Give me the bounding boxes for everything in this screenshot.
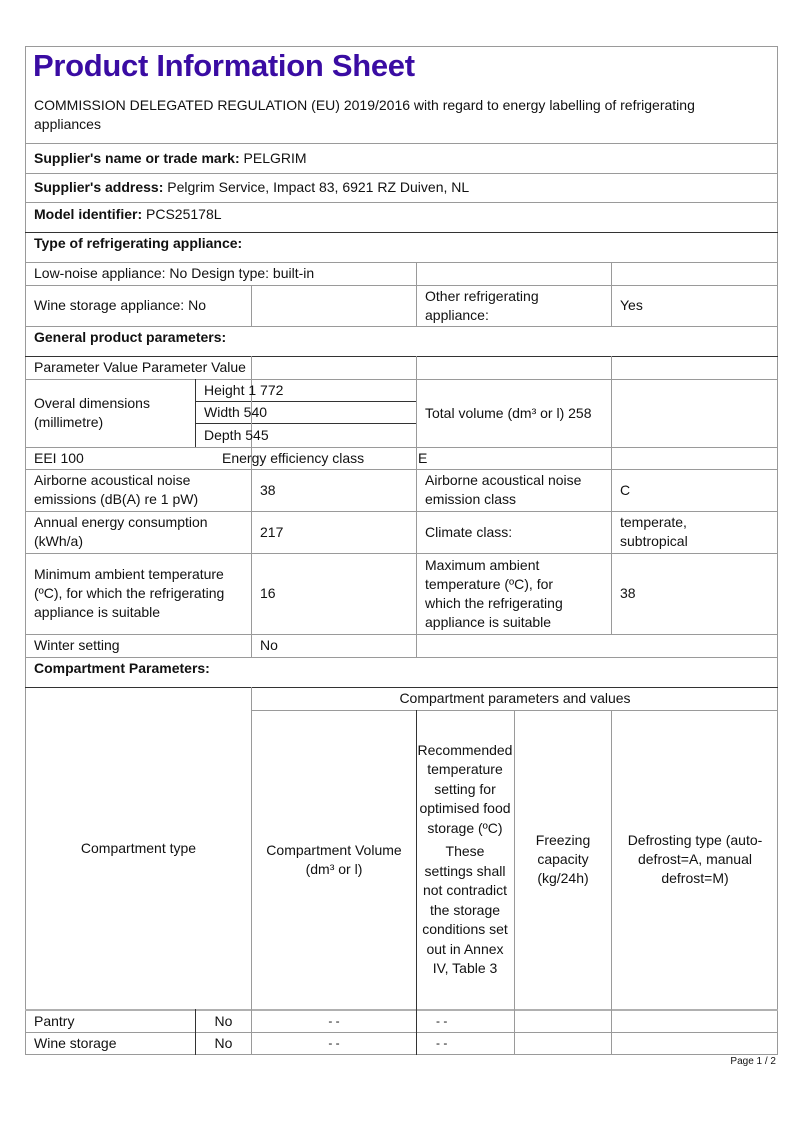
climate-class-value: temperate, subtropical [620,514,688,549]
total-volume: Total volume (dm³ or l) 258 [425,404,592,421]
eei-value: EEI 100 [34,449,84,466]
regulation-subtitle: COMMISSION DELEGATED REGULATION (EU) 2019/2016 with regard to energy labelling of refrigerating appliances [34,97,695,132]
page-number: Page 1 / 2 [730,1056,776,1067]
col-compartment-type: Compartment type [80,839,197,856]
model-identifier-row [26,202,778,227]
annual-energy-value: 217 [260,523,284,540]
compartment-present: No [214,1034,233,1051]
appliance-type-heading-text: Type of refrigerating appliance: [34,234,243,251]
col-freezing-capacity: Freezing capacity (kg/24h) [535,832,591,886]
other-refrigerating-value: Yes [620,297,643,313]
col-compartment-volume: Compartment Volume (dm³ or l) [266,841,402,877]
wine-storage-appliance: Wine storage appliance: No [34,297,206,313]
annual-energy-label: Annual energy consumption (kWh/a) [34,514,208,549]
recommended-temp-text: Recommended temperature setting for optimised food storage (ºC) [417,741,513,836]
min-ambient-temp-value: 16 [260,585,276,601]
supplier-name-label: Supplier's name or trade mark: [34,149,240,166]
col-recommended-temp [410,710,520,1009]
overall-dimensions-label: Overal dimensions (millimetre) [34,395,150,430]
storage-conditions-note: These settings shall not contradict the storage conditions set out in Annex IV, Table 3 [422,843,508,976]
supplier-name-value: PELGRIM [243,149,307,166]
width-value: Width 540 [204,403,268,420]
noise-class-value: C [620,481,631,498]
model-identifier-value: PCS25178L [146,206,222,222]
compartment-volume: - - [328,1035,340,1050]
parameter-value-header: Parameter Value Parameter Value [34,359,246,375]
supplier-address-value: Pelgrim Service, Impact 83, 6921 RZ Duiven, NL [167,179,470,195]
general-parameters-heading [26,326,778,348]
compartment-type: Wine storage [34,1034,117,1051]
other-refrigerating-label: Other refrigerating appliance: [425,287,539,323]
max-ambient-temp-label: Maximum ambient temperature (ºC), for which the refrigerating appliance is suitable [425,556,563,630]
height-value: Height 1 772 [204,381,284,398]
compartment-temp: - - [436,1035,448,1050]
climate-class-label: Climate class: [425,523,513,540]
noise-emissions-value: 38 [260,481,276,498]
page-title: Product Information Sheet [33,48,415,83]
supplier-address-label: Supplier's address: [34,179,164,195]
max-ambient-temp-value: 38 [620,585,636,601]
low-noise-design-type: Low-noise appliance: No Design type: built-in [34,265,315,281]
col-defrosting-type: Defrosting type (auto-defrost=A, manual defrost=M) [627,832,763,886]
depth-value: Depth 545 [204,426,269,443]
compartment-present: No [214,1012,233,1029]
compartment-parameters-heading [26,657,778,679]
compartment-parameters-heading-text: Compartment Parameters: [34,659,210,676]
energy-efficiency-class-value: E [418,449,428,466]
noise-class-label: Airborne acoustical noise emission class [425,472,582,507]
compartment-type: Pantry [34,1012,75,1029]
compartment-volume: - - [328,1013,340,1028]
model-identifier-label: Model identifier: [34,206,143,222]
winter-setting-label: Winter setting [34,637,120,653]
compartment-temp: - - [436,1013,448,1028]
general-parameters-heading-text: General product parameters: [34,328,227,345]
min-ambient-temp-label: Minimum ambient temperature (ºC), for which the refrigerating appliance is suitable [34,566,225,620]
supplier-address-row [26,173,778,202]
noise-emissions-label: Airborne acoustical noise emissions (dB(A) re 1 pW) [34,472,199,507]
appliance-type-heading [26,232,778,254]
energy-efficiency-class-label: Energy efficiency class [222,449,365,466]
winter-setting-value: No [260,637,278,653]
compartment-group-header: Compartment parameters and values [399,690,631,706]
supplier-name-row [26,143,778,173]
